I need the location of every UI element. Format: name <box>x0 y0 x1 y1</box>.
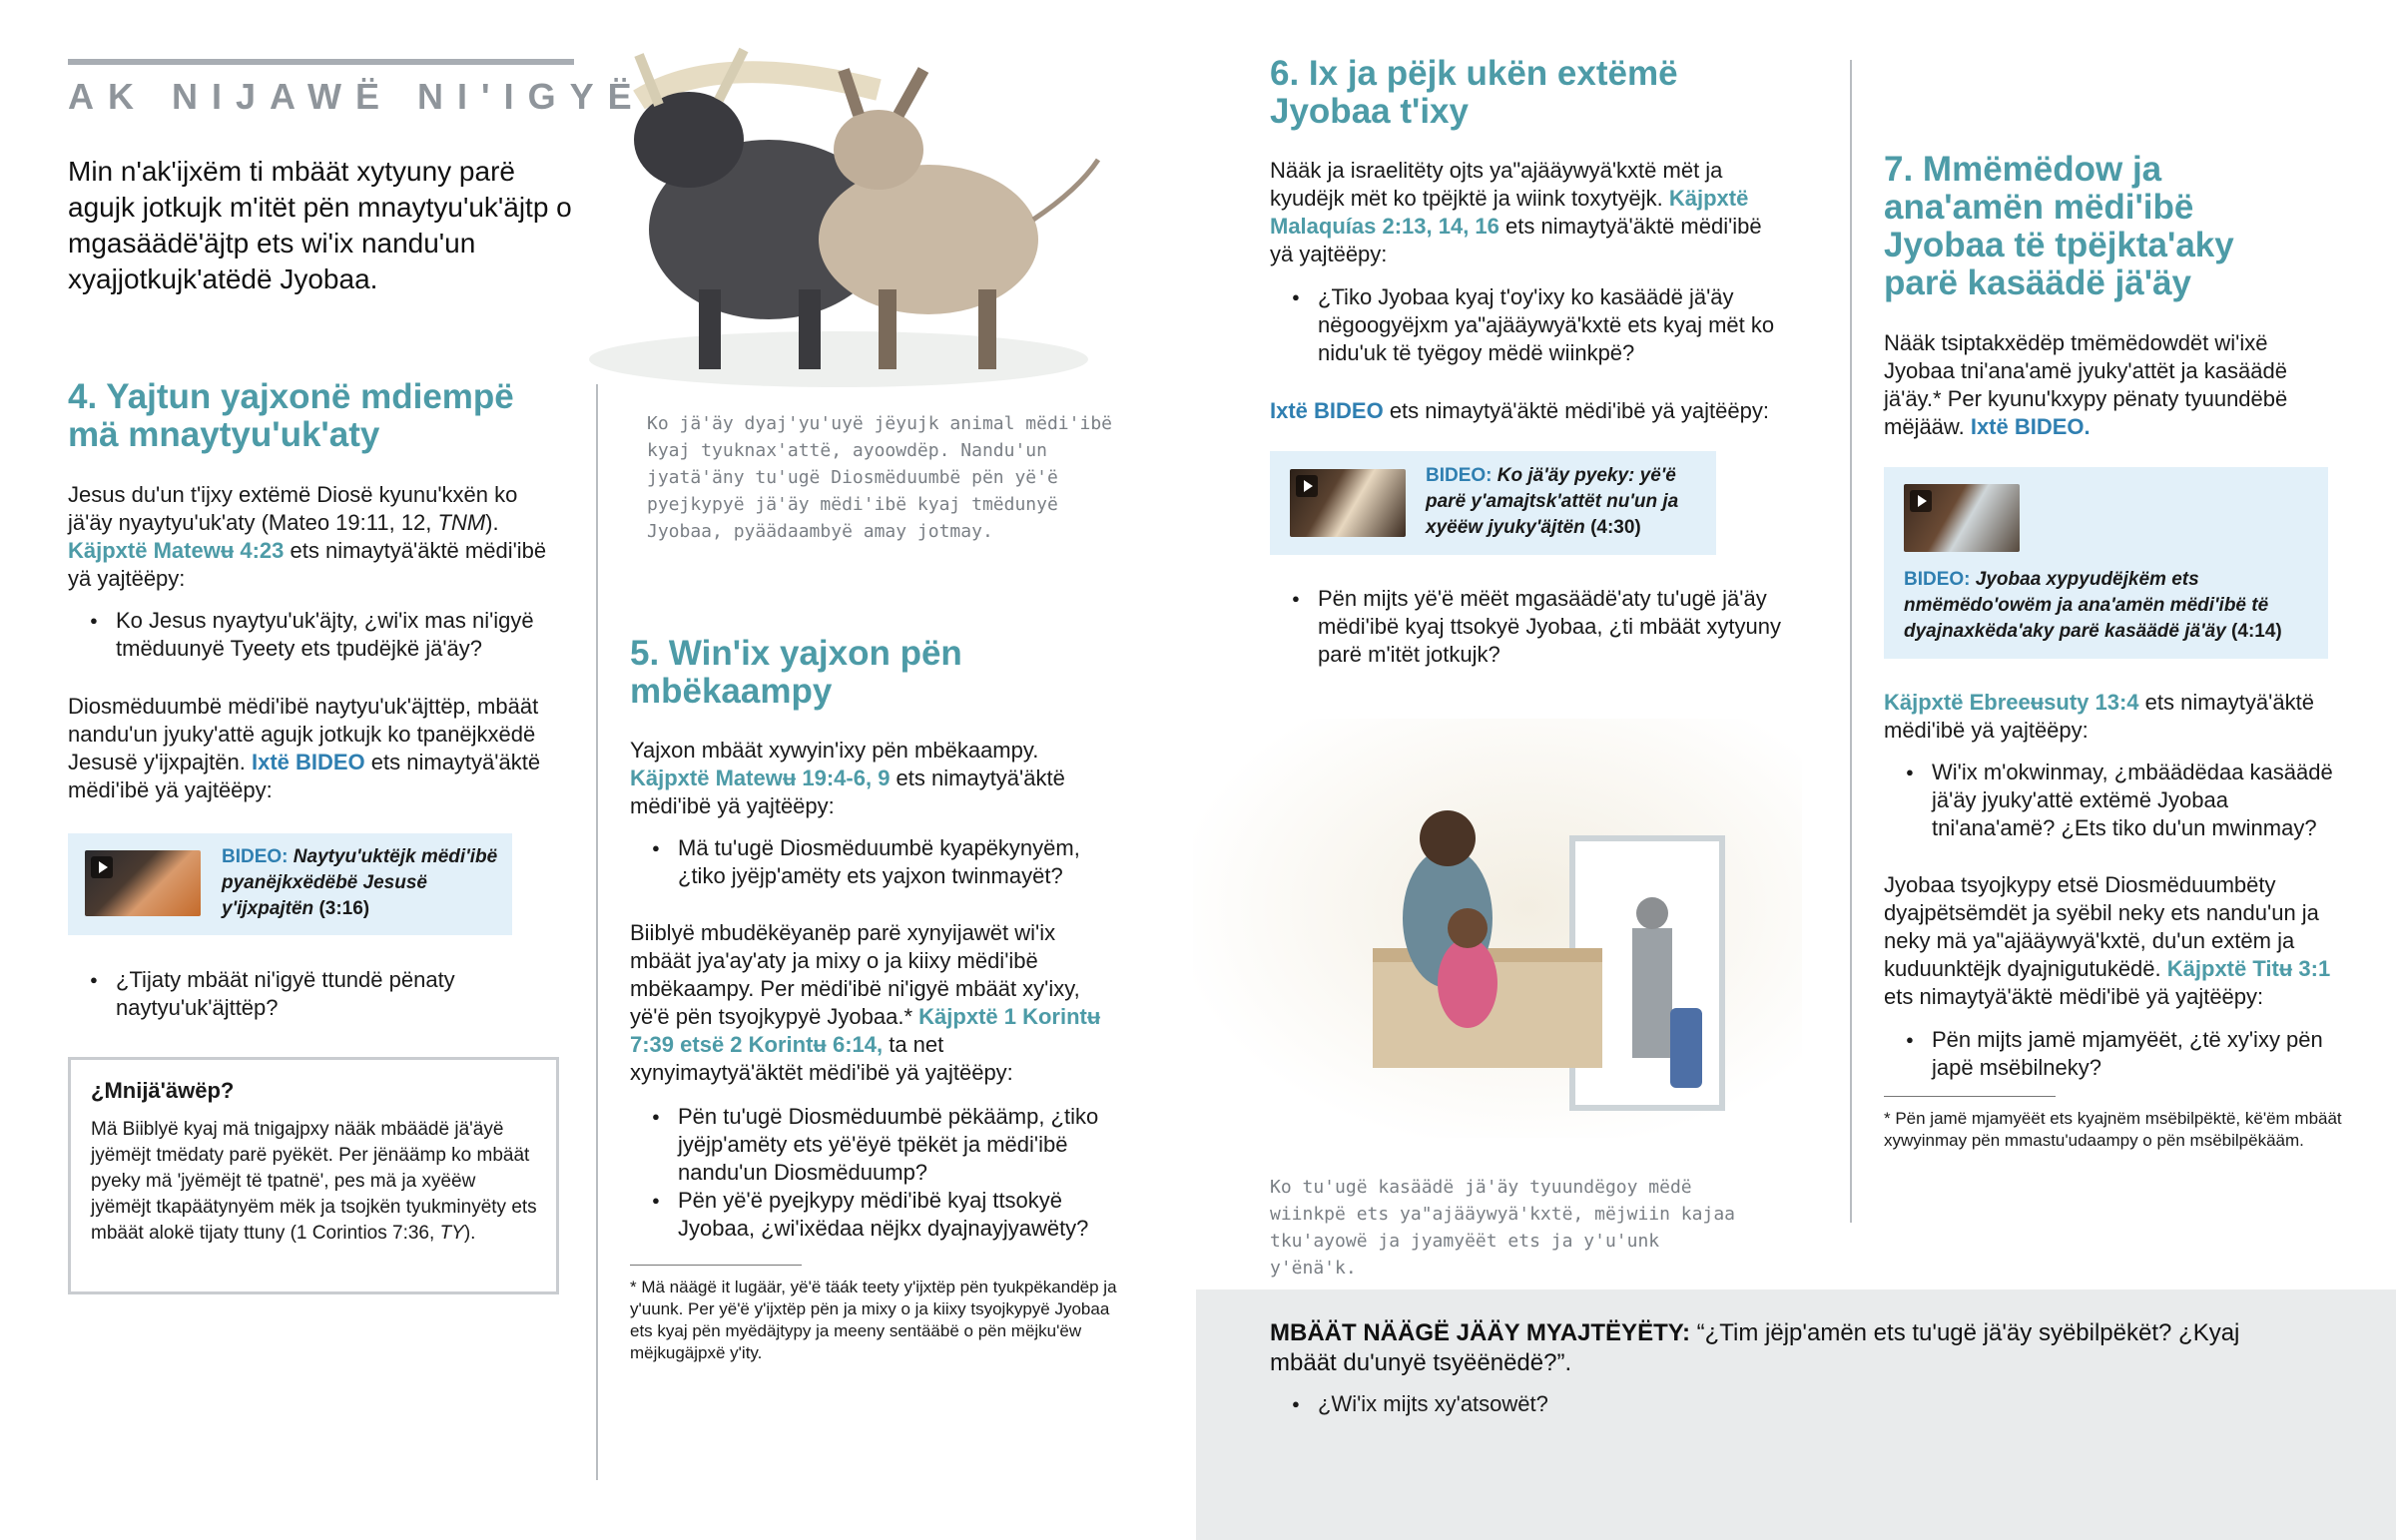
text: ets nimaytyä'äktë mëdi'ibë yä yajtëëpy: <box>68 538 547 591</box>
section-7-paragraph-3 <box>1884 871 2343 1011</box>
translation-abbrev: TNM <box>437 510 486 535</box>
video-label: BIDEO: <box>1426 465 1493 486</box>
section-7-paragraph-2 <box>1884 689 2343 745</box>
section-6-paragraph-2 <box>1270 397 1809 425</box>
discussion-panel <box>1196 1289 2396 1540</box>
video-title: Ko jä'äy pyeky: yë'ë parë y'amajtsk'attët nu'un ja xyëëw jyuky'äjtën <box>1426 465 1679 538</box>
lesson-kicker: AK NIJAWË NI'IGYË <box>68 76 646 117</box>
text: ets nimaytyä'äktë mëdi'ibë yä yajtëëpy: <box>630 766 1065 818</box>
text: Biiblyë mbudëkëyanëp parë xynyijawët wi'ix mbäät jya'ay'aty ja mixy o ja kiixy mëdi'ibë mbëkaampy. Per mëdi'ibë ni'igyë mbäät xy'ixy, yë'ë pën tsyojkypyë Jyobaa.* <box>630 920 1080 1029</box>
column-divider <box>1850 60 1852 1223</box>
discussion-prompt <box>1270 1318 2268 1378</box>
section-4-paragraph-1 <box>68 481 567 593</box>
discussion-questions <box>1270 1390 2268 1418</box>
section-6-paragraph-1 <box>1270 157 1789 268</box>
text: Yajxon mbäät xywyin'ixy pën mbëkaampy. <box>630 738 1039 763</box>
play-icon[interactable] <box>1910 490 1932 512</box>
video-duration: (4:30) <box>1590 517 1641 538</box>
section-5-footnote: * Mä näägë it lugäär, yë'ë täák teety y'ijxtëp pën tyukpëkandëp ja y'uunk. Per yë'ë y'ijxtëp pën ja mixy o ja kiixy tsyojkypyë Jyobaa ets kyaj pën myëdäjtypy ja meeny sentääbë o pën mëjku'ëw mëjkugäjpxë y'ity. <box>630 1278 1117 1362</box>
scripture-link[interactable]: Käjpxtë Titʉ 3:1 <box>2166 956 2331 981</box>
discussion-lead: MBÄÄT NÄÄGË JÄÄY MYAJTËYËTY: <box>1270 1319 1690 1346</box>
section-6-questions-2 <box>1270 585 1809 669</box>
section-7-paragraph-1 <box>1884 329 2343 441</box>
video-thumbnail[interactable] <box>85 850 201 916</box>
scripture-link[interactable]: Käjpxtë Malaquías 2:13, 14, 16 <box>1270 186 1749 239</box>
text: ta net xynyimaytyä'äktët mëdi'ibë yä yajtëëpy: <box>630 1032 1013 1085</box>
question-item: ● Ko Jesus nyaytyu'uk'äjty, ¿wi'ix mas ni'igyë tmëduunyë Tyeety ets tpudëjkë jä'äy? <box>68 607 567 663</box>
oxen-illustration <box>579 30 1118 389</box>
section-4-questions-1 <box>68 607 567 663</box>
video-title: Naytyu'uktëjk mëdi'ibë pyanëjkxëdëbë Jesusë y'ijxpajtën <box>222 846 498 919</box>
question-item: ● Pën mijts jamë mjamyëët, ¿të xy'ixy pën japë msëbilneky? <box>1884 1026 2343 1082</box>
video-label: BIDEO: <box>222 846 289 867</box>
footnote-rule <box>1884 1096 2056 1097</box>
footnote-rule <box>630 1265 802 1266</box>
text: Nääk ja israelitëty ojts ya"ajääywyä'kxtë mët ja kyudëjk mët ko tpëjktë ja wiink toxytyëjk. <box>1270 158 1723 211</box>
text: Jyobaa tsyojkypy etsë Diosmëduumbëty dyajpëtsëmdët ja syëbil neky ets nandu'un ja neky mä ya"ajääywyä'kxtë, du'un extëm ja kuduunktëjk dyajnigutukëdë. <box>1884 872 2319 981</box>
text: ets nimaytyä'äktë mëdi'ibë yä yajtëëpy: <box>1383 398 1769 423</box>
sidebar-box-title: ¿Mnijä'äwëp? <box>91 1078 235 1103</box>
family-image <box>1193 719 1802 1138</box>
top-rule <box>68 59 574 65</box>
video-thumbnail[interactable] <box>1290 469 1406 537</box>
video-label: BIDEO: <box>1904 569 1971 590</box>
section-6-questions-1 <box>1270 283 1809 367</box>
sidebar-box-text <box>91 1117 538 1247</box>
section-7-heading: 7. Mmëmëdow ja ana'amën mëdi'ibë Jyobaa të tpëjkta'aky parë kasäädë jä'äy <box>1884 150 2234 302</box>
discussion-quote: “¿Tim jëjp'amën ets tu'ugë jä'äy syëbilpëkët? ¿Kyaj mbäät du'unyë tsyëënëdë?”. <box>1270 1319 2240 1376</box>
video-link[interactable]: Ixtë BIDEO <box>1270 398 1384 423</box>
text: ). <box>485 510 499 535</box>
sidebar-box <box>68 1057 559 1294</box>
text: ets nimaytyä'äktë mëdi'ibë yä yajtëëpy: <box>1884 690 2314 743</box>
image-1-caption: Ko jä'äy dyaj'yu'uyë jëyujk animal mëdi'ibë kyaj tyuknax'attë, ayoowdëp. Nandu'un jyatä'äny tu'ugë Diosmëduumbë pën yë'ë pyejkypyë jä'äy mëdi'ibë kyaj tmëdunyë Jyobaa, pyäädaambyë amay jotmay. <box>647 413 1112 542</box>
question-item: ● ¿Tijaty mbäät ni'igyë ttundë pënaty naytyu'uk'äjttëp? <box>68 966 567 1022</box>
text: ets nimaytyä'äktë mëdi'ibë yä yajtëëpy: <box>1270 214 1762 266</box>
scripture-link[interactable]: Käjpxtë Matewʉ 4:23 <box>68 538 285 563</box>
intro-paragraph: Min n'ak'ijxëm ti mbäät xytyuny parë agujk jotkujk m'itët pën mnaytyu'uk'äjtp o mgasäädë'äjtp ets wi'ix nandu'un xyajjotkujk'atëdë Jyobaa. <box>68 156 572 294</box>
video-card-3[interactable] <box>1884 467 2328 659</box>
family-illustration <box>1193 719 1802 1138</box>
text: Mä Biiblyë kyaj mä tnigajpxy nääk mbäädë jä'äyë jyëmëjt tmëdaty parë pyëkët. Per jënäämp ko mbäät pyeky mä 'jyëmëjt të tpatnë', pes mä ja xyëëw jyëmëjt tkapäätynyëm mëk ja tsojkën tyukminyëty ets mbäät alokë tijaty ttuny (1 Corintios 7:36, <box>91 1119 537 1244</box>
section-7-footnote: * Pën jamë mjamyëët ets kyajnëm msëbilpëktë, kë'ëm mbäät xywyinmay pën mmastu'udaampy o pën msëbilpëkääm. <box>1884 1109 2342 1150</box>
video-card-2[interactable] <box>1270 451 1716 555</box>
question-item: ● ¿Tiko Jyobaa kyaj t'oy'ixy ko kasäädë jä'äy nëgoogyëjxm ya"ajääywyä'kxtë ets kyaj mët ko nidu'uk të tyëgoy mëdë wiinkpë? <box>1270 283 1809 367</box>
section-5-paragraph-2 <box>630 919 1121 1087</box>
section-5-questions-1 <box>630 834 1119 890</box>
section-6-heading: 6. Ix ja pëjk ukën extëmë Jyobaa t'ixy <box>1270 54 1678 131</box>
section-5-heading: 5. Win'ix yajxon pën mbëkaampy <box>630 634 962 711</box>
question-item: ● Mä tu'ugë Diosmëduumbë kyapëkynyëm, ¿tiko jyëjp'amëty ets yajxon twinmayët? <box>630 834 1119 890</box>
video-caption <box>1426 463 1710 541</box>
question-item: ● Pën yë'ë pyejkypy mëdi'ibë kyaj ttsokyë Jyobaa, ¿wi'ixëdaa nëjkx dyajnayjyawëty? <box>630 1187 1121 1243</box>
video-card-1[interactable] <box>68 833 512 935</box>
question-item: ● Pën mijts yë'ë mëët mgasäädë'aty tu'ugë jä'äy mëdi'ibë kyaj ttsokyë Jyobaa, ¿ti mbäät xytyuny parë m'itët jotkujk? <box>1270 585 1809 669</box>
image-2-caption: Ko tu'ugë kasäädë jä'äy tyuundëgoy mëdë wiinkpë ets ya"ajääywyä'kxtë, mëjwiin kajaa tku'ayowë ja jyamyëët ets ja y'u'unk y'ënä'k. <box>1270 1177 1735 1279</box>
translation-abbrev: TY <box>439 1223 464 1244</box>
section-5-questions-2 <box>630 1103 1121 1243</box>
text: Diosmëduumbë mëdi'ibë naytyu'uk'äjttëp, mbäät nandu'un jyuky'attë agujk jotkujk ko tpanëjkxëdë Jesusë y'ijxpajtën. <box>68 694 539 774</box>
text: ). <box>463 1223 476 1244</box>
section-7-questions-1 <box>1884 759 2343 842</box>
question-item: ● Wi'ix m'okwinmay, ¿mbäädëdaa kasäädë jä'äy jyuky'attë extëmë Jyobaa tni'ana'amë? ¿Ets tiko du'un mwinmay? <box>1884 759 2343 842</box>
text: ets nimaytyä'äktë mëdi'ibë yä yajtëëpy: <box>68 750 541 802</box>
text: Jesus du'un t'ijxy extëmë Diosë kyunu'kxën ko jä'äy nyaytyu'uk'aty (Mateo 19:11, 12, <box>68 482 518 535</box>
video-duration: (3:16) <box>318 898 370 919</box>
video-duration: (4:14) <box>2231 621 2282 642</box>
play-icon[interactable] <box>91 856 113 878</box>
oxen-image <box>579 30 1118 389</box>
video-caption <box>222 844 506 922</box>
section-5-paragraph-1 <box>630 737 1119 820</box>
question-item: ● ¿Wi'ix mijts xy'atsowët? <box>1270 1390 2268 1418</box>
column-divider <box>596 384 598 1480</box>
video-title: Jyobaa xypyudëjkëm ets nmëmëdo'owëm ja ana'amën mëdi'ibë të dyajnaxkëda'aky parë kasäädë jä'äy <box>1904 569 2269 642</box>
section-7-questions-2 <box>1884 1026 2343 1082</box>
video-thumbnail[interactable] <box>1904 484 2020 552</box>
video-caption <box>1904 567 2313 645</box>
text: Nääk tsiptakxëdëp tmëmëdowdët wi'ixë Jyobaa tni'ana'amë jyuky'attët ja kasäädë jä'äy.* Per kyunu'kxypy pënaty tyuundëbë mëjääw. <box>1884 330 2288 439</box>
text: ets nimaytyä'äktë mëdi'ibë yä yajtëëpy: <box>1884 984 2264 1009</box>
scripture-link[interactable]: Käjpxtë Ebreeʉsuty 13:4 <box>1884 690 2139 715</box>
section-4-paragraph-2 <box>68 693 567 804</box>
video-link[interactable]: Ixtë BIDEO. <box>1970 414 2091 439</box>
scripture-link[interactable]: Käjpxtë Matewʉ 19:4-6, 9 <box>630 766 891 790</box>
section-4-heading: 4. Yajtun yajxonë mdiempë mä mnaytyu'uk'aty <box>68 377 514 454</box>
video-link[interactable]: Ixtë BIDEO <box>251 750 365 774</box>
play-icon[interactable] <box>1296 475 1318 497</box>
question-item: ● Pën tu'ugë Diosmëduumbë pëkäämp, ¿tiko jyëjp'amëty ets yë'ëyë tpëkët ja mëdi'ibë nandu'un Diosmëduump? <box>630 1103 1121 1187</box>
scripture-link[interactable]: Käjpxtë 1 Korintʉ 7:39 etsë 2 Korintʉ 6:14, <box>630 1004 1101 1057</box>
section-4-questions-2 <box>68 966 567 1022</box>
